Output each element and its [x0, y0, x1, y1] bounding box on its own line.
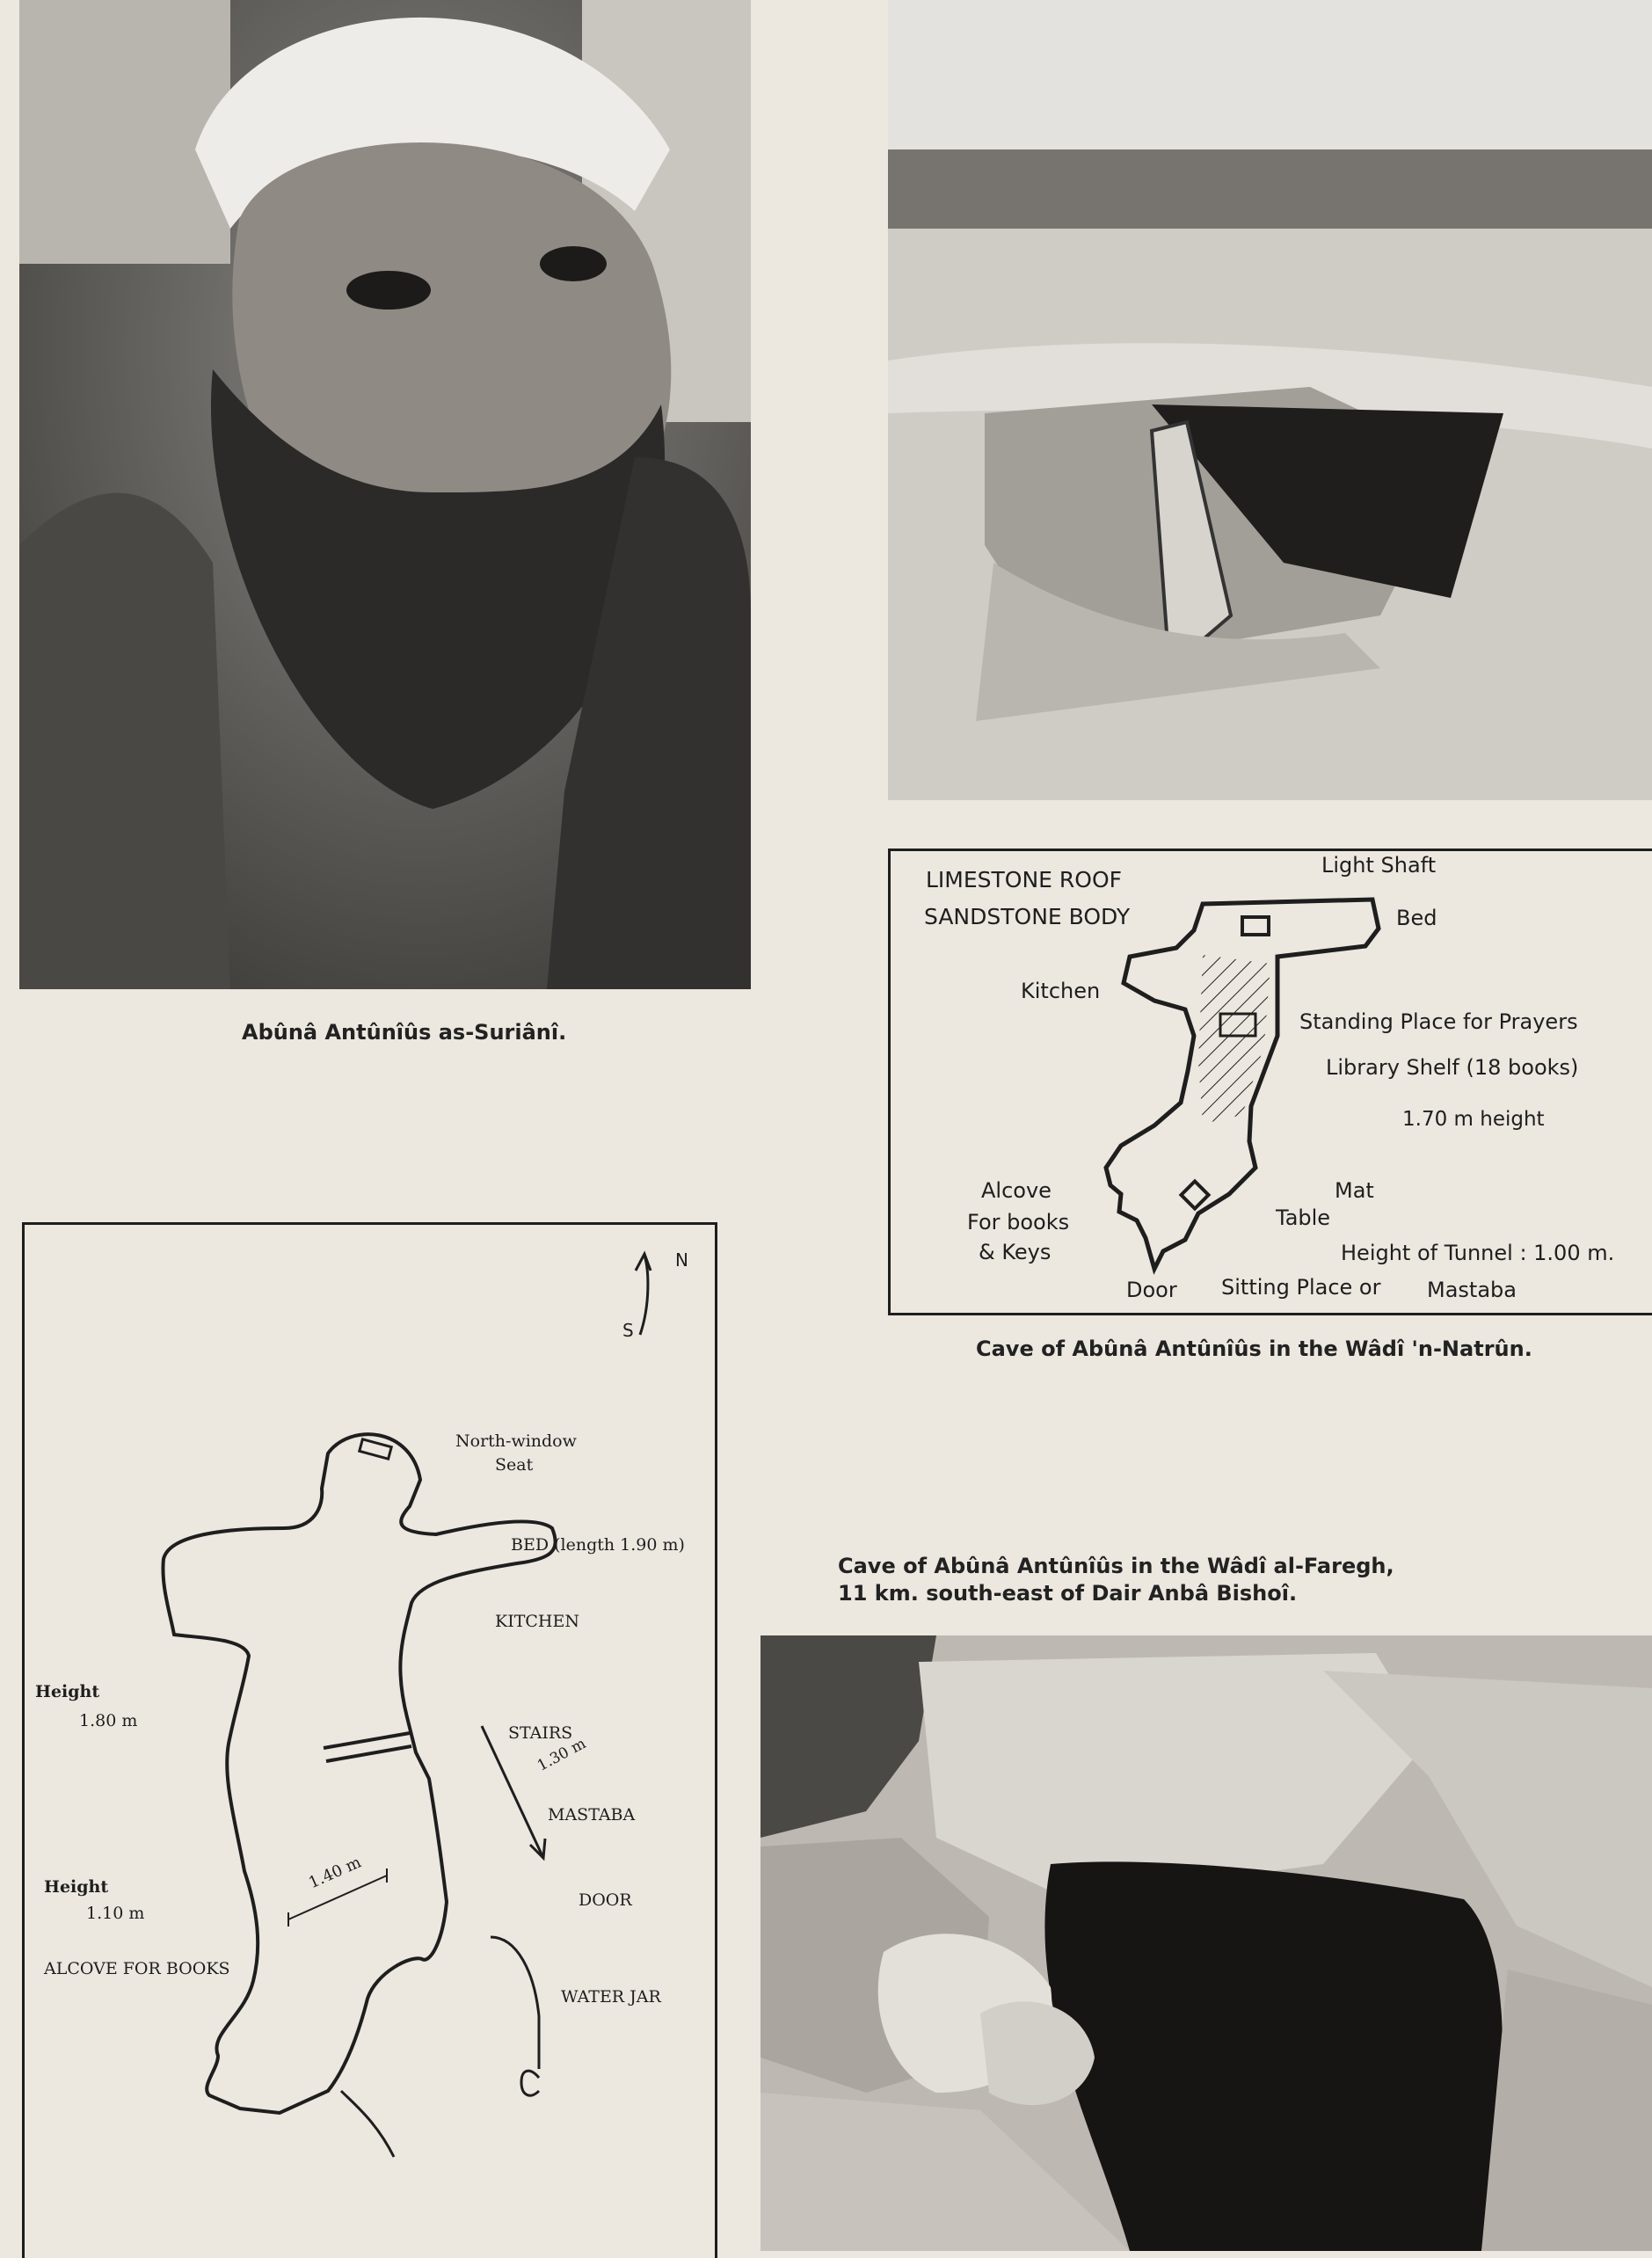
- plan-label-alcove: Alcove: [981, 1178, 1052, 1203]
- caption-cave-faregh-line2: 11 km. south-east of Dair Anbâ Bishoî.: [838, 1581, 1298, 1606]
- plan-label-window: North-window: [455, 1431, 577, 1451]
- plan-label-alcove-books: For books: [967, 1210, 1070, 1235]
- cave-faregh-outline: [25, 1225, 715, 2258]
- plan-label-stairs: STAIRS: [508, 1723, 573, 1743]
- portrait-photo: [19, 0, 751, 989]
- plan-label-height2: Height: [44, 1877, 109, 1897]
- plan-label-seat: Seat: [495, 1455, 534, 1475]
- cave-natrun-photo: [888, 0, 1652, 800]
- compass-north: N: [675, 1249, 688, 1271]
- plan-label-water-jar: WATER JAR: [561, 1987, 661, 2007]
- plan-label-bed: Bed: [1396, 906, 1437, 930]
- plan-label-roof: LIMESTONE ROOF: [926, 867, 1123, 892]
- plan-label-height2-value: 1.10 m: [86, 1904, 145, 1923]
- plan-label-height1: Height: [35, 1682, 100, 1701]
- caption-cave-natrun: Cave of Abûnâ Antûnîûs in the Wâdî 'n-Natrûn.: [976, 1337, 1532, 1361]
- plan-label-door: DOOR: [579, 1890, 632, 1910]
- plan-label-length: 1.40 m: [306, 1853, 364, 1893]
- plan-label-mastaba: Mastaba: [1427, 1278, 1517, 1302]
- compass-south: S: [622, 1320, 634, 1341]
- plan-label-kitchen: KITCHEN: [495, 1612, 579, 1631]
- plan-label-mat: Mat: [1335, 1178, 1374, 1203]
- plan-label-sitting: Sitting Place or: [1221, 1275, 1381, 1300]
- caption-cave-faregh-line1: Cave of Abûnâ Antûnîûs in the Wâdî al-Faregh,: [838, 1554, 1394, 1578]
- plan-label-mastaba: MASTABA: [548, 1805, 636, 1825]
- cave-natrun-plan: [888, 849, 1652, 1315]
- cave-faregh-photo: [761, 1635, 1652, 2251]
- plan-label-bed: BED (length 1.90 m): [511, 1535, 685, 1555]
- plan-label-table: Table: [1276, 1205, 1331, 1230]
- plan-label-library: Library Shelf (18 books): [1326, 1055, 1579, 1080]
- plan-label-stairs-length: 1.30 m: [535, 1735, 589, 1775]
- plan-label-light-shaft: Light Shaft: [1321, 853, 1437, 878]
- plan-label-tunnel: Height of Tunnel : 1.00 m.: [1341, 1241, 1615, 1265]
- plan-label-height1-value: 1.80 m: [79, 1711, 138, 1730]
- plan-label-standing: Standing Place for Prayers: [1299, 1009, 1578, 1034]
- caption-portrait: Abûnâ Antûnîûs as-Suriânî.: [242, 1020, 567, 1045]
- plan-label-door: Door: [1126, 1278, 1177, 1302]
- plan-label-kitchen: Kitchen: [1021, 979, 1101, 1003]
- plan-label-alcove: ALCOVE FOR BOOKS: [44, 1959, 230, 1978]
- plan-label-body: SANDSTONE BODY: [924, 904, 1131, 929]
- plan-label-height: 1.70 m height: [1402, 1108, 1545, 1131]
- plan-label-alcove-keys: & Keys: [979, 1240, 1052, 1264]
- cave-faregh-plan: [22, 1222, 717, 2258]
